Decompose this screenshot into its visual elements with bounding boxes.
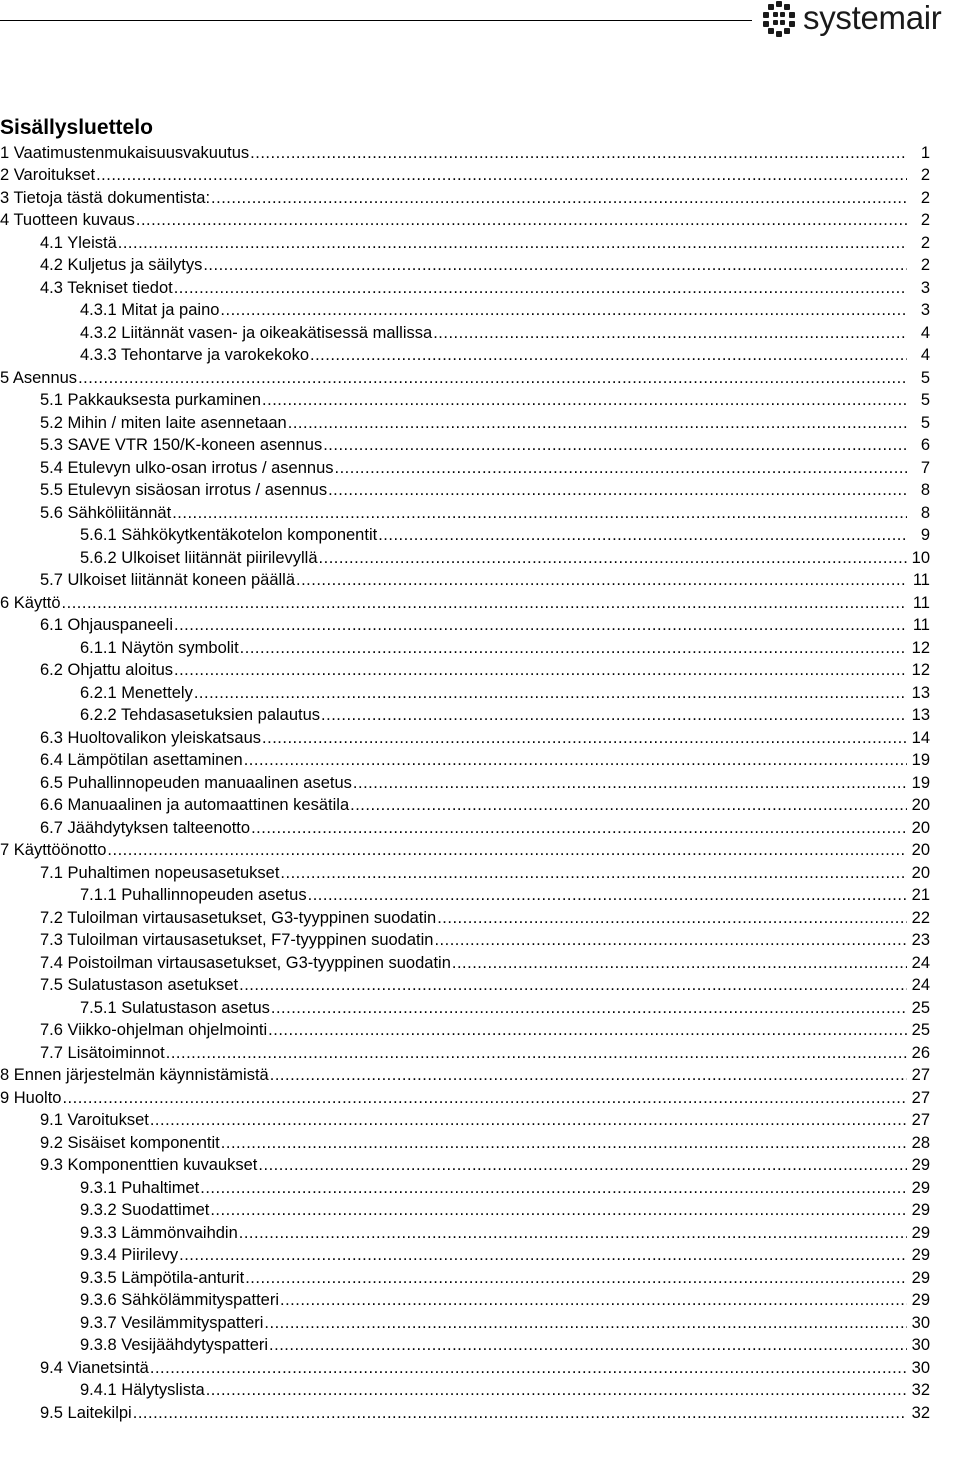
toc-entry[interactable] [0, 254, 930, 277]
toc-entry[interactable] [0, 1019, 930, 1042]
toc-leader-dots [174, 614, 907, 637]
toc-entry-page: 29 [911, 1178, 930, 1197]
toc-entry[interactable] [0, 1357, 930, 1380]
toc-entry-label: 3 Tietoja tästä dokumentista: [0, 188, 211, 207]
toc-entry[interactable] [0, 344, 930, 367]
toc-entry-page: 29 [911, 1223, 930, 1242]
toc-entry-label: 9.3.5 Lämpötila-anturit [80, 1268, 245, 1287]
toc-leader-dots [174, 659, 907, 682]
toc-entry-page: 27 [911, 1088, 930, 1107]
toc-entry-page: 7 [920, 458, 930, 477]
toc-entry-label: 6.6 Manuaalinen ja automaattinen kesätila [40, 796, 350, 814]
toc-entry-label: 7.5.1 Sulatustason asetus [80, 998, 270, 1017]
toc-entry[interactable] [0, 749, 930, 772]
toc-leader-dots [96, 164, 907, 187]
toc-leader-dots [62, 592, 907, 615]
toc-entry-page: 20 [911, 863, 930, 882]
toc-leader-dots [150, 1109, 907, 1132]
toc-entry-page: 10 [911, 548, 930, 567]
toc-entry[interactable] [0, 704, 930, 727]
toc-entry-label: 9.4.1 Hälytyslista [80, 1381, 205, 1399]
toc-entry[interactable] [0, 952, 930, 975]
toc-leader-dots [350, 794, 907, 817]
toc-entry[interactable] [0, 142, 930, 165]
toc-leader-dots [179, 1244, 907, 1267]
toc-leader-dots [107, 839, 907, 862]
toc-entry[interactable] [0, 1154, 930, 1177]
toc-entry-label: 9.3.6 Sähkölämmityspatteri [80, 1291, 280, 1309]
toc-entry-label: 5 Asennus [0, 368, 78, 387]
toc-entry-page: 5 [920, 368, 930, 387]
toc-entry[interactable] [0, 862, 930, 885]
toc-entry-page: 29 [911, 1268, 930, 1287]
toc-entry[interactable] [0, 659, 930, 682]
toc-entry-page: 3 [920, 278, 930, 297]
toc-entry[interactable] [0, 1042, 930, 1065]
toc-entry-page: 5 [920, 391, 930, 409]
toc-entry-label: 7.5 Sulatustason asetukset [40, 976, 239, 994]
toc-entry-label: 9.5 Laitekilpi [40, 1403, 132, 1422]
toc-entry-label: 4.3.2 Liitännät vasen- ja oikeakätisessä mallissa [80, 323, 433, 342]
toc-leader-dots [280, 862, 907, 885]
toc-leader-dots [200, 1177, 907, 1200]
toc-leader-dots [174, 277, 907, 300]
toc-entry-page: 8 [920, 481, 930, 499]
toc-entry-label: 7.2 Tuloilman virtausasetukset, G3-tyyppinen suodatin [40, 908, 437, 927]
toc-entry-page: 21 [911, 886, 930, 904]
toc-entry[interactable] [0, 974, 930, 997]
toc-leader-dots [353, 772, 907, 795]
toc-entry-label: 9.3.7 Vesilämmityspatteri [80, 1313, 264, 1332]
toc-entry[interactable] [0, 772, 930, 795]
toc-entry[interactable] [0, 524, 930, 547]
toc-entry-label: 2 Varoitukset [0, 166, 96, 184]
toc-leader-dots [239, 974, 907, 997]
toc-entry-page: 9 [920, 526, 930, 544]
toc-entry-label: 7.6 Viikko-ohjelman ohjelmointi [40, 1021, 268, 1039]
toc-list [0, 142, 930, 1425]
toc-entry[interactable] [0, 884, 930, 907]
toc-leader-dots [78, 367, 907, 390]
toc-entry-page: 4 [920, 323, 930, 342]
toc-leader-dots [264, 1312, 907, 1335]
toc-entry[interactable] [0, 1267, 930, 1290]
toc-leader-dots [323, 434, 907, 457]
toc-entry[interactable] [0, 1402, 930, 1425]
toc-entry-page: 20 [911, 796, 930, 814]
toc-leader-dots [221, 1132, 907, 1155]
toc-entry[interactable] [0, 209, 930, 232]
toc-leader-dots [150, 1357, 907, 1380]
toc-entry-page: 11 [912, 571, 930, 589]
toc-entry[interactable] [0, 614, 930, 637]
toc-entry[interactable] [0, 412, 930, 435]
toc-entry[interactable] [0, 164, 930, 187]
toc-entry-page: 6 [920, 436, 930, 454]
toc-entry-label: 9.2 Sisäiset komponentit [40, 1133, 220, 1152]
systemair-logo-icon [760, 0, 798, 38]
toc-entry-label: 7.1.1 Puhallinnopeuden asetus [80, 886, 307, 904]
toc-leader-dots [244, 749, 907, 772]
toc-entry[interactable] [0, 1289, 930, 1312]
toc-entry[interactable] [0, 1109, 930, 1132]
toc-entry-page: 20 [911, 818, 930, 837]
toc-entry-label: 6.7 Jäähdytyksen talteenotto [40, 818, 251, 837]
toc-leader-dots [319, 547, 907, 570]
toc-entry-label: 6.2.1 Menettely [80, 683, 193, 702]
toc-entry-label: 7.7 Lisätoiminnot [40, 1043, 165, 1062]
toc-entry-page: 19 [911, 751, 930, 769]
toc-leader-dots [310, 344, 907, 367]
toc-entry-label: 5.6.1 Sähkökytkentäkotelon komponentit [80, 526, 378, 544]
toc-entry-label: 5.4 Etulevyn ulko-osan irrotus / asennus [40, 458, 334, 477]
toc-entry-page: 22 [911, 908, 930, 927]
toc-entry[interactable] [0, 1132, 930, 1155]
toc-entry-label: 9.3.8 Vesijäähdytyspatteri [80, 1336, 269, 1354]
toc-entry-page: 24 [911, 953, 930, 972]
toc-leader-dots [172, 502, 907, 525]
toc-leader-dots [239, 1222, 907, 1245]
toc-entry[interactable] [0, 434, 930, 457]
toc-entry-label: 4 Tuotteen kuvaus [0, 211, 135, 229]
toc-entry-label: 7 Käyttöönotto [0, 841, 107, 859]
toc-entry-page: 28 [911, 1133, 930, 1152]
toc-entry-label: 6.2.2 Tehdasasetuksien palautus [80, 706, 321, 724]
toc-entry[interactable] [0, 1244, 930, 1267]
toc-entry-page: 27 [911, 1111, 930, 1129]
toc-entry[interactable] [0, 277, 930, 300]
toc-entry-label: 9.3.4 Piirilevy [80, 1246, 179, 1264]
toc-entry-label: 7.1 Puhaltimen nopeusasetukset [40, 863, 280, 882]
toc-entry-page: 29 [911, 1291, 930, 1309]
toc-entry[interactable] [0, 1199, 930, 1222]
toc-entry-label: 6 Käyttö [0, 593, 61, 612]
toc-entry-label: 4.1 Yleistä [40, 233, 117, 252]
toc-entry[interactable] [0, 1379, 930, 1402]
toc-entry[interactable] [0, 547, 930, 570]
toc-entry[interactable] [0, 479, 930, 502]
toc-leader-dots [328, 479, 907, 502]
toc-entry-page: 26 [911, 1043, 930, 1062]
toc-leader-dots [280, 1289, 907, 1312]
toc-leader-dots [133, 1402, 907, 1425]
toc-entry-page: 2 [920, 256, 930, 274]
toc-entry-label: 7.3 Tuloilman virtausasetukset, F7-tyyppinen suodatin [40, 931, 434, 949]
toc-entry-page: 30 [911, 1358, 930, 1377]
toc-entry-page: 3 [920, 301, 930, 319]
toc-entry-label: 5.2 Mihin / miten laite asennetaan [40, 413, 287, 432]
toc-entry-label: 6.1.1 Näytön symbolit [80, 638, 239, 657]
toc-leader-dots [251, 817, 907, 840]
toc-entry-label: 9.3.1 Puhaltimet [80, 1178, 200, 1197]
toc-entry[interactable] [0, 187, 930, 210]
toc-leader-dots [269, 1334, 907, 1357]
toc-entry[interactable] [0, 839, 930, 862]
toc-entry-page: 30 [911, 1336, 930, 1354]
toc-entry-page: 25 [911, 998, 930, 1017]
toc-leader-dots [433, 322, 907, 345]
toc-entry-label: 9.1 Varoitukset [40, 1111, 149, 1129]
toc-leader-dots [335, 457, 908, 480]
toc-entry-page: 13 [911, 706, 930, 724]
toc-entry-page: 2 [920, 166, 930, 184]
toc-entry[interactable] [0, 794, 930, 817]
toc-entry-page: 24 [911, 976, 930, 994]
toc-entry-page: 4 [920, 346, 930, 364]
toc-entry-page: 32 [911, 1403, 930, 1422]
toc-entry[interactable] [0, 1222, 930, 1245]
brand-logo [760, 0, 960, 42]
toc-entry-label: 9.3 Komponenttien kuvaukset [40, 1156, 258, 1174]
toc-entry[interactable] [0, 457, 930, 480]
toc-entry-label: 5.1 Pakkauksesta purkaminen [40, 391, 262, 409]
toc-entry[interactable] [0, 817, 930, 840]
toc-leader-dots [296, 569, 907, 592]
toc-entry[interactable] [0, 569, 930, 592]
header-rule [0, 20, 752, 21]
toc-entry-page: 29 [911, 1246, 930, 1264]
toc-entry-page: 30 [911, 1313, 930, 1332]
toc-entry-label: 6.5 Puhallinnopeuden manuaalinen asetus [40, 773, 352, 792]
toc-entry-label: 9.3.2 Suodattimet [80, 1201, 210, 1219]
toc-entry-label: 6.3 Huoltovalikon yleiskatsaus [40, 728, 262, 747]
toc-entry-label: 4.3.3 Tehontarve ja varokekoko [80, 346, 310, 364]
toc-leader-dots [240, 637, 907, 660]
toc-entry-page: 2 [920, 188, 930, 207]
toc-entry-label: 8 Ennen järjestelmän käynnistämistä [0, 1066, 269, 1084]
toc-title: Sisällysluettelo [0, 116, 153, 139]
toc-entry-label: 5.5 Etulevyn sisäosan irrotus / asennus [40, 481, 328, 499]
toc-leader-dots [210, 1199, 907, 1222]
toc-entry-page: 19 [911, 773, 930, 792]
toc-entry[interactable] [0, 502, 930, 525]
toc-entry[interactable] [0, 1312, 930, 1335]
toc-entry-label: 4.2 Kuljetus ja säilytys [40, 256, 203, 274]
toc-entry-page: 23 [911, 931, 930, 949]
toc-entry-label: 9.4 Vianetsintä [40, 1358, 149, 1377]
toc-entry[interactable] [0, 997, 930, 1020]
toc-entry-label: 6.1 Ohjauspaneeli [40, 616, 174, 634]
toc-entry-page: 11 [912, 616, 930, 634]
toc-leader-dots [308, 884, 907, 907]
toc-entry-label: 5.3 SAVE VTR 150/K-koneen asennus [40, 436, 323, 454]
brand-name: systemair [803, 0, 942, 36]
toc-entry[interactable] [0, 1334, 930, 1357]
toc-leader-dots [271, 997, 907, 1020]
toc-leader-dots [194, 682, 907, 705]
toc-leader-dots [378, 524, 907, 547]
toc-entry-label: 5.6 Sähköliitännät [40, 503, 172, 522]
toc-entry[interactable] [0, 1064, 930, 1087]
toc-entry-page: 2 [920, 211, 930, 229]
toc-leader-dots [62, 1087, 907, 1110]
toc-entry-label: 5.7 Ulkoiset liitännät koneen päällä [40, 571, 296, 589]
toc-entry-page: 32 [911, 1381, 930, 1399]
toc-entry-label: 6.4 Lämpötilan asettaminen [40, 751, 243, 769]
toc-leader-dots [250, 142, 907, 165]
toc-entry-page: 12 [911, 661, 930, 679]
toc-entry[interactable] [0, 367, 930, 390]
toc-entry-label: 5.6.2 Ulkoiset liitännät piirilevyllä [80, 548, 318, 567]
toc-leader-dots [203, 254, 907, 277]
toc-leader-dots [258, 1154, 907, 1177]
toc-entry[interactable] [0, 727, 930, 750]
toc-leader-dots [270, 1064, 907, 1087]
toc-entry-page: 2 [920, 233, 930, 252]
toc-entry[interactable] [0, 1177, 930, 1200]
toc-entry-page: 27 [911, 1066, 930, 1084]
toc-entry-page: 29 [911, 1156, 930, 1174]
toc-entry-page: 5 [920, 413, 930, 432]
toc-entry-page: 1 [920, 143, 930, 162]
toc-leader-dots [288, 412, 907, 435]
toc-entry-page: 14 [911, 728, 930, 747]
toc-entry[interactable] [0, 637, 930, 660]
toc-entry-page: 12 [911, 638, 930, 657]
toc-leader-dots [437, 907, 907, 930]
toc-leader-dots [434, 929, 907, 952]
toc-entry-page: 20 [911, 841, 930, 859]
toc-leader-dots [245, 1267, 907, 1290]
toc-entry-label: 7.4 Poistoilman virtausasetukset, G3-tyyppinen suodatin [40, 953, 451, 972]
toc-entry[interactable] [0, 1087, 930, 1110]
toc-entry[interactable] [0, 929, 930, 952]
toc-entry-label: 4.3 Tekniset tiedot [40, 278, 173, 297]
toc-entry[interactable] [0, 592, 930, 615]
toc-entry[interactable] [0, 322, 930, 345]
toc-entry-page: 8 [920, 503, 930, 522]
toc-leader-dots [220, 299, 907, 322]
toc-leader-dots [321, 704, 907, 727]
toc-entry-label: 4.3.1 Mitat ja paino [80, 301, 220, 319]
toc-leader-dots [206, 1379, 907, 1402]
toc-leader-dots [262, 727, 907, 750]
toc-entry-label: 9 Huolto [0, 1088, 62, 1107]
toc-leader-dots [452, 952, 907, 975]
toc-entry-page: 29 [911, 1201, 930, 1219]
toc-leader-dots [211, 187, 907, 210]
toc-leader-dots [268, 1019, 907, 1042]
toc-entry-page: 13 [911, 683, 930, 702]
toc-leader-dots [136, 209, 907, 232]
toc-entry-page: 25 [911, 1021, 930, 1039]
toc-entry-label: 9.3.3 Lämmönvaihdin [80, 1223, 238, 1242]
toc-entry-label: 1 Vaatimustenmukaisuusvakuutus [0, 143, 250, 162]
page-header [0, 0, 960, 60]
toc-entry[interactable] [0, 389, 930, 412]
toc-entry[interactable] [0, 299, 930, 322]
toc-entry-label: 6.2 Ohjattu aloitus [40, 661, 173, 679]
toc-entry[interactable] [0, 907, 930, 930]
toc-leader-dots [166, 1042, 907, 1065]
toc-leader-dots [262, 389, 907, 412]
toc-entry[interactable] [0, 232, 930, 255]
toc-leader-dots [118, 232, 907, 255]
toc-entry[interactable] [0, 682, 930, 705]
toc-entry-page: 11 [912, 593, 930, 612]
